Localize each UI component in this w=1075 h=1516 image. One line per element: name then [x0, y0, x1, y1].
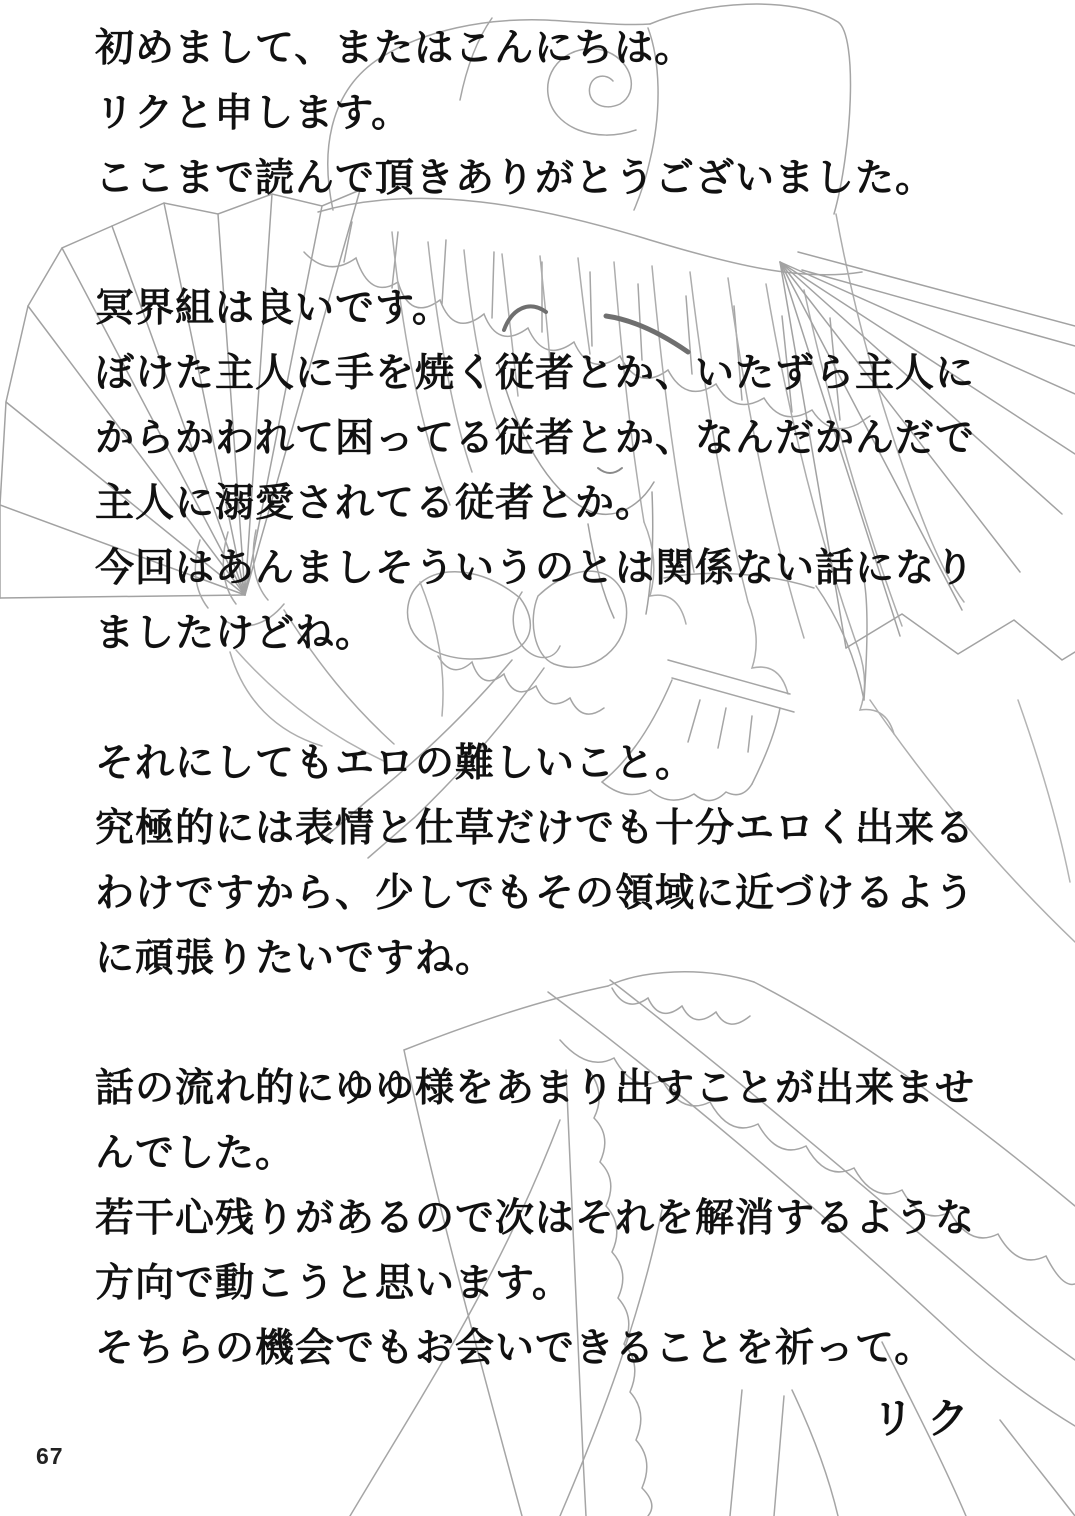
afterword-line: リクと申します。	[95, 92, 412, 135]
afterword-line: 話の流れ的にゆゆ様をあまり出すことが出来ませ	[95, 1067, 976, 1110]
afterword-text	[95, 16, 995, 1381]
afterword-paragraph-closing	[95, 1056, 995, 1381]
afterword-line: んでした。	[95, 1132, 296, 1175]
afterword-line: 主人に溺愛されてる従者とか。	[95, 482, 656, 525]
afterword-line: に頑張りたいですね。	[95, 937, 496, 980]
afterword-line: ましたけどね。	[95, 612, 376, 655]
afterword-line: 若干心残りがあるので次はそれを解消するような	[95, 1197, 976, 1240]
afterword-line: そちらの機会でもお会いできることを祈って。	[95, 1327, 935, 1370]
afterword-line: わけですから、少しでもその領域に近づけるよう	[95, 872, 976, 915]
afterword-line: ここまで読んで頂きありがとうございました。	[95, 157, 936, 200]
afterword-line: 初めまして、またはこんにちは。	[95, 27, 695, 70]
afterword-line: 方向で動こうと思います。	[95, 1262, 572, 1305]
afterword-line: ぼけた主人に手を焼く従者とか、いたずら主人に	[95, 352, 976, 395]
author-signature: リク	[871, 1397, 983, 1443]
afterword-line: 今回はあんましそういうのとは関係ない話になり	[95, 547, 976, 590]
page-number: 67	[36, 1443, 64, 1469]
afterword-line: 冥界組は良いです。	[95, 287, 452, 330]
afterword-line: それにしてもエロの難しいこと。	[95, 742, 696, 785]
afterword-paragraph-greeting	[95, 16, 995, 211]
afterword-paragraph-meikai	[95, 276, 995, 666]
afterword-line: からかわれて困ってる従者とか、なんだかんだで	[95, 417, 976, 460]
afterword-line: 究極的には表情と仕草だけでも十分エロく出来る	[95, 807, 976, 850]
afterword-paragraph-ero	[95, 731, 995, 991]
